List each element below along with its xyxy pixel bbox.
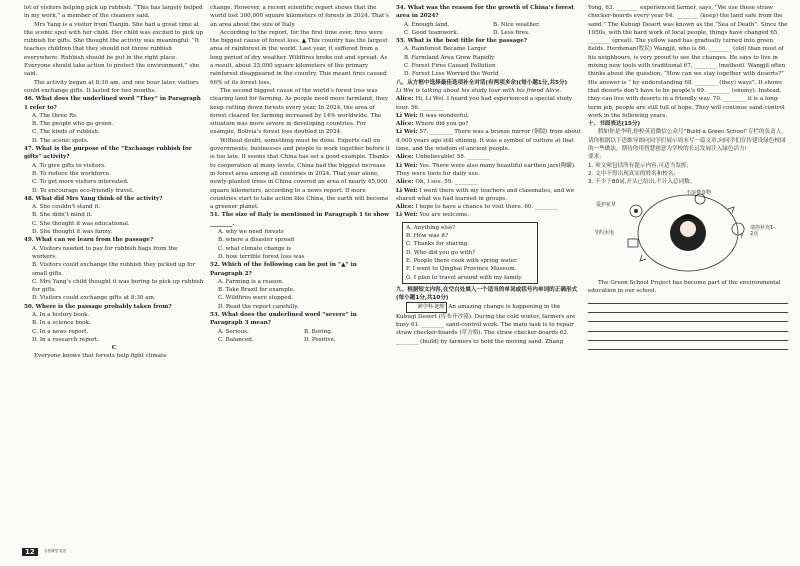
brand-logo: 名校课堂·英语 — [44, 549, 67, 553]
diagram-label: 节约水电 — [594, 229, 615, 236]
option[interactable]: D. Read the report carefully. — [218, 303, 299, 310]
option[interactable]: D. Visitors could exchange gifts at 8:30 am. — [32, 295, 156, 302]
writing-prompt: 假如你是李明,你校英语微信公众号“Build a Green School”专栏的负责人。请你根据以下思维导图向同学们展示周末写一篇文章,向同学们宣传建设绿色校园的一些做法。期待你用智慧创意为学校的长远发展注入绿色活力! — [588, 129, 787, 153]
option[interactable]: B. Take Brazil for example. — [218, 287, 295, 294]
question-stem: 50. Where is the passage probably taken from? — [24, 303, 172, 310]
option-row — [210, 336, 390, 344]
dialog-line — [396, 112, 582, 120]
option-row — [396, 29, 582, 37]
box-option: F. I went to Qinghai Province Museum. — [406, 266, 517, 273]
answer-line[interactable] — [588, 332, 788, 341]
passage-paragraph: lot of visitors helping pick up rubbish. “This has largely helped in my work,” a member of the cleaners said. — [24, 5, 203, 20]
speaker: Li Wei: — [396, 112, 418, 119]
option[interactable]: B. Boring. — [304, 328, 333, 335]
option[interactable]: D. Positive. — [304, 336, 336, 343]
diagram-label: 不浪费食物 — [686, 189, 712, 196]
option[interactable]: D. In a research report. — [32, 336, 99, 343]
mind-map — [588, 189, 788, 277]
page-number: 12 — [22, 548, 38, 556]
option[interactable]: D. Less fires. — [493, 29, 530, 36]
dialog-text: Hi, Li Wei. I heard you had experienced a special study tour. 56. ________ — [396, 96, 573, 111]
answer-lines[interactable] — [588, 295, 788, 350]
option[interactable]: D. Forest Loss Worried the World — [404, 71, 499, 78]
speaker: Li Wei: — [396, 187, 418, 194]
options-box — [402, 222, 538, 284]
option[interactable]: C. The kinds of rubbish. — [32, 129, 100, 136]
speaker: Alice: — [396, 204, 414, 211]
cloze-text: An amazing change is happening in the Kubuqi Desert (库布齐沙漠). During the cold winter, farmers are busy 61. ________ sand-control work. The main task is to repair straw checker-boards (草方格). The straw checker-boards 62. ________ (build) by farmers to hold the moving sand. Zhang — [396, 304, 576, 345]
dialog-intro: Li Wei is talking about his study tour with his friend Alice. — [396, 87, 562, 94]
question-46 — [24, 95, 204, 145]
passage-paragraph: According to the report, for the first time ever, fires were the biggest cause of forest loss. ▲ This country has the largest area of rainforest in the world. Last year, it suffered from a long period of dry weather. Wildfires broke out and spread. As a result, about 25,000 square kilometers of the primary rainforest disappeared in the country. This meant fires caused 66% of its forest loss. — [210, 29, 388, 86]
dialog-text: I went there with my teachers and classmates, and we shared what we had learned in groups. — [396, 187, 575, 202]
question-49 — [24, 236, 204, 302]
option[interactable]: C. In a news report. — [32, 328, 89, 335]
question-48 — [24, 195, 204, 236]
option[interactable]: A. In a history book. — [32, 311, 90, 318]
diagram-label: 爱护花草 — [596, 201, 617, 208]
option[interactable]: A. To give gifts to visitors. — [32, 162, 106, 169]
question-stem: 53. What does the underlined word “severe” in Paragraph 3 mean? — [210, 311, 357, 327]
dialog-text: Yes. There were also many beautiful earthen jars(陶罐). They were tools for daily use. — [396, 162, 576, 177]
question-stem: 52. Which of the following can be put in “▲” in Paragraph 2? — [210, 262, 357, 277]
option[interactable]: D. To encourage eco-friendly travel. — [32, 187, 134, 194]
column-4 — [588, 4, 788, 351]
cloze-passage — [396, 302, 582, 345]
dialog-text: You are welcome. — [419, 212, 470, 219]
option[interactable]: A. Visitors needed to pay for rubbish bags from the workers. — [32, 245, 178, 260]
box-option: A. Anything else? — [406, 224, 456, 231]
option[interactable]: B. Visitors could exchange the rubbish they picked up for small gifts. — [32, 262, 196, 277]
box-option: B. How was it? — [406, 233, 449, 240]
question-47 — [24, 145, 204, 195]
option[interactable]: C. Good teamwork. — [404, 29, 459, 36]
cloze-passage-continued: Yong, 63. ________ experienced farmer, says, “We use these straw checker-boards every year 64. ________ (keep) the land safe from the sand.” The Kubuqi Desert was known as the “Sea of Death”. Since the 1950s, with the hard work of local people, things have changed 65. ________ (great). The yellow sand has gradually turned into green fields. Herdsman(牧民) Wangjil, who is 66. ________ (old) than most of his neighbours, is very proud to see the changes. He says to live in mixing new tools with traditional 67. ________ (method). Wangjil often thinks about the question, “How can we stay together with deserts?” His answer is “ by understanding 68. ________ (they) ways”. It shows that deserts don’t have to be people’s 69. ________ (enemy). Instead, they can live with deserts in a friendly way. 70. ________ it is a long-term job, people are still full of hope. They will continue sand-control work in the following years. — [588, 5, 788, 119]
option[interactable]: A. why we need forests — [218, 229, 284, 236]
answer-line[interactable] — [588, 323, 788, 332]
dialog-line — [396, 211, 582, 219]
dialog-line — [396, 153, 582, 161]
dialog-text: I hope to have a chance to visit there. 60. ________ — [415, 204, 558, 211]
option[interactable]: B. where a disaster spread — [218, 237, 295, 244]
question-52 — [210, 261, 390, 311]
passage-paragraph: Mrs Yang is a visitor from Tianjin. She had a great time at the scenic spot with her child. Her child was excited to pick up rubbish for gifts. She thought the activity was meaningful. “It teaches children that they should not throw rubbish everywhere. Rubbish should be put in the right place. Everyone should take action to protect the environment,” she said. — [24, 21, 204, 78]
option[interactable]: C. Mrs Yang’s child thought it was boring to pick up rubbish for gifts. — [32, 278, 204, 294]
question-stem: 48. What did Mrs Yang think of the activity? — [24, 195, 163, 202]
speaker: Alice: — [396, 154, 414, 161]
option[interactable]: D. how terrible forest loss was — [218, 253, 305, 260]
column-3 — [396, 4, 582, 346]
option[interactable]: A. The three Rs. — [32, 112, 78, 119]
arrow-icon — [728, 207, 734, 213]
box-option: D. Who did you go with? — [406, 249, 476, 256]
question-54 — [396, 4, 582, 37]
answer-line[interactable] — [588, 314, 788, 323]
diagram-label: 请你补充1-2点 — [750, 224, 775, 237]
option[interactable]: A. Rainforest Became Larger — [404, 46, 487, 53]
speaker: Alice: — [396, 121, 414, 128]
section-8-title: 八、从方框中选择最佳选项补全对话(有两项多余)(每小题1分,共5分) — [396, 79, 568, 86]
box-option: E. People there cook with spring water. — [406, 257, 518, 264]
question-stem: 46. What does the underlined word “They” in Paragraph 1 refer to? — [24, 96, 201, 111]
dialog — [396, 95, 582, 219]
dialog-line — [396, 203, 582, 211]
passage-paragraph: change. However, a recent scientific report shows that the world lost 300,000 square kilometers of forests in 2024. That’s an area about the size of Italy. — [210, 5, 389, 28]
option[interactable]: C. Forest Fires Caused Pollution — [404, 63, 496, 70]
section-9-title: 九、根据短文内容,在空白处填入一个适当的单词或括号内单词的正确形式(每小题1分,共10分) — [396, 286, 578, 302]
question-55 — [396, 37, 582, 78]
face — [680, 221, 696, 237]
speaker: Li Wei: — [396, 129, 418, 136]
dialog-line — [396, 120, 582, 128]
dialog-line — [396, 187, 582, 204]
question-stem: 55. What is the best title for the passage? — [396, 38, 528, 45]
dialog-text: Oh, I see. 59. ________ — [415, 179, 478, 186]
requirement: 1. 须文须包括所有提示内容,可适当发挥; — [588, 162, 689, 169]
option[interactable]: C. Wildfires were stopped. — [218, 295, 293, 302]
option[interactable]: B. She didn’t mind it. — [32, 212, 93, 219]
question-stem: 49. What can we learn from the passage? — [24, 237, 154, 244]
hair — [678, 214, 698, 219]
passage-paragraph: Without doubt, something must be done. Experts call on governments, businesses and people to work together before it is too late. It seems that China has set a good example. Thanks to cooperation at many levels, China had the biggest increase in forest area among all countries in 2024. That year alone, newly-planted trees in China covered an area of nearly 45,000 square kilometers, according to a news report. If more countries start to take action like China, the earth will become a greener planet. — [210, 137, 390, 211]
passage-paragraph: The activity began at 8:30 am, and one hour later, visitors could exchange gifts. It lasted for two months. — [24, 79, 199, 94]
dialog-line — [396, 95, 582, 112]
section-heading: C — [111, 345, 117, 352]
dialog-line — [396, 162, 582, 179]
option-row — [210, 328, 390, 336]
speaker: Alice: — [396, 179, 414, 186]
dialog-line — [396, 128, 582, 153]
answer-line[interactable] — [588, 342, 788, 351]
option[interactable]: B. In a science book. — [32, 320, 91, 327]
question-mark-icon: ? — [740, 232, 744, 240]
passage-paragraph: Everyone knows that forests help fight climate — [34, 353, 167, 360]
option[interactable]: C. To get more visitors interested. — [32, 179, 129, 186]
speaker: Alice: — [396, 96, 414, 103]
dialog-text: Unbelievable! 58. ________ — [415, 154, 490, 161]
option[interactable]: C. Balanced. — [218, 336, 254, 343]
option[interactable]: D. She thought it was funny. — [32, 229, 113, 236]
box-option: C. Thanks for sharing. — [406, 241, 470, 248]
requirement: 2. 文中不得出现真实的姓名和校名; — [588, 170, 676, 177]
answer-line[interactable] — [588, 304, 788, 313]
option[interactable]: B. To reduce the workforce. — [32, 170, 111, 177]
option-row — [396, 21, 582, 29]
column-1 — [24, 4, 204, 361]
speaker: Li Wei: — [396, 212, 418, 219]
question-stem: 51. The size of Italy is mentioned in Paragraph 1 to show ________. — [210, 212, 389, 227]
option[interactable]: B. Nice weather. — [493, 21, 541, 28]
speaker: Li Wei: — [396, 162, 418, 169]
question-51 — [210, 211, 390, 261]
requirements-title: 要求: — [588, 154, 602, 161]
option[interactable]: A. Serious. — [218, 328, 249, 335]
box-option: G. I plan to travel around with my family. — [406, 274, 523, 281]
option[interactable]: D. The scenic spots. — [32, 137, 89, 144]
dialog-text: Where did you go? — [415, 121, 469, 128]
question-stem: 54. What was the reason for the growth of China’s forest area in 2024? — [396, 5, 574, 20]
dialog-line — [396, 178, 582, 186]
option[interactable]: B. Farmland Area Grew Rapidly — [404, 54, 495, 61]
option[interactable]: C. what climate change is — [218, 245, 292, 252]
passage-paragraph: The second biggest cause of the world’s forest loss was clearing land for farming. As people need more farmland, they keep cutting down forests every year. In 2024, the area of forest cleared for farming increased by 14% worldwide. The situation was more severe in developing countries. For example, Bolivia’s forest loss doubled in 2024. — [210, 87, 388, 136]
question-50 — [24, 303, 204, 344]
dialog-text: It was wonderful. — [419, 112, 469, 119]
option[interactable]: A. She couldn’t stand it. — [32, 204, 101, 211]
writing-start: The Green School Project has become part of the environmental education in our school. — [588, 279, 781, 294]
column-2 — [210, 4, 390, 344]
flower-center — [634, 209, 638, 213]
subject-tag: 跨学科·地理 — [406, 302, 447, 312]
question-53 — [210, 311, 390, 344]
requirement: 3. 不少于80词,开头已给出,不计入总词数。 — [588, 179, 696, 186]
option[interactable]: A. Enough land. — [404, 21, 450, 28]
option[interactable]: B. The people who go green. — [32, 121, 114, 128]
question-stem: 47. What is the purpose of the “Exchange rubbish for gifts” activity? — [24, 146, 192, 161]
arrow-icon — [640, 255, 646, 261]
option[interactable]: C. She thought it was educational. — [32, 220, 130, 227]
section-10-title: 十、书面表达(15分) — [588, 121, 641, 128]
water-tap-icon — [628, 239, 638, 247]
option[interactable]: A. Farming is a reason. — [218, 278, 284, 285]
dialog-text: 57. ________ There was a bronze mirror (铜镜) from about 4,000 years ago still shining. It was a symbol of culture at that time, and the wisdom of ancient people. — [396, 129, 581, 153]
answer-line[interactable] — [588, 295, 788, 304]
